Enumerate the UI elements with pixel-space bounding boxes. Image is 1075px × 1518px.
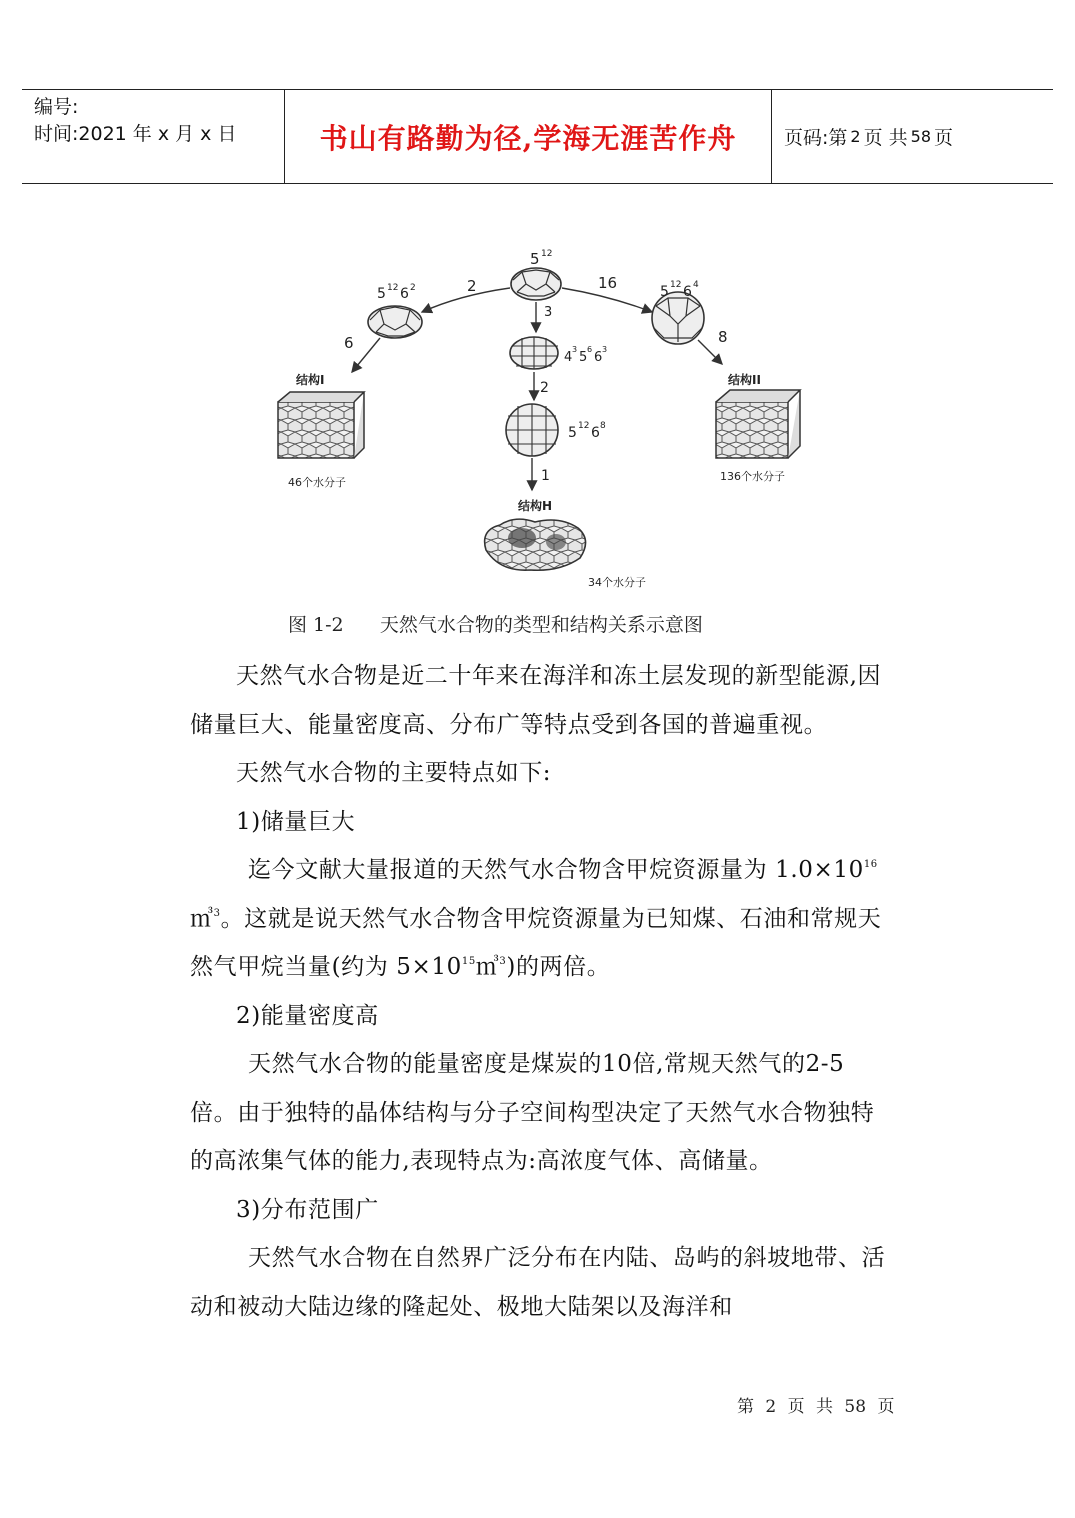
- paragraph-energy-density: 天然气水合物的能量密度是煤炭的10倍,常规天然气的2-5倍。由于独特的晶体结构与分子空间构型决定了天然气水合物独特的高浓集气体的能力,表现特点为:高浓度气体、高储量。: [190, 1051, 875, 1174]
- cage-51268-icon: [506, 404, 558, 456]
- label-mol-46: 46个水分子: [288, 476, 346, 489]
- label-left-cage-mid: 6: [400, 286, 409, 302]
- num-1: 1: [541, 468, 550, 484]
- paragraph-features-lead: 天然气水合物的主要特点如下:: [236, 760, 552, 786]
- page-suffix: 页: [934, 127, 954, 149]
- label-mol-34: 34个水分子: [588, 576, 646, 589]
- cage-51262-icon: [368, 306, 422, 338]
- exp-16: 16: [863, 859, 878, 870]
- num-3: 3: [544, 305, 553, 320]
- page-prefix: 页码:第: [784, 127, 848, 149]
- paragraph-intro: 天然气水合物是近二十年来在海洋和冻土层发现的新型能源,因储量巨大、能量密度高、分布广等特点受到各国的普遍重视。: [190, 663, 882, 738]
- label-right-cage-sup1: 12: [670, 280, 682, 290]
- label-top-cage-sup: 12: [541, 249, 553, 259]
- label-low-cage: 5: [568, 425, 577, 441]
- body-text: [190, 652, 890, 1331]
- label-mid-cage-a-sup: 3: [572, 345, 578, 354]
- unit-m3-b: ㎥: [475, 954, 500, 980]
- header-meta: [34, 94, 284, 148]
- hydrate-structure-figure: [260, 240, 820, 600]
- header-motto: 书山有路勤为径,学海无涯苦作舟: [319, 121, 737, 155]
- paragraph-reserves: [190, 846, 890, 992]
- label-low-cage-sup2: 8: [600, 421, 606, 431]
- page-mid: 页 共: [863, 127, 908, 149]
- header-page-info: [784, 90, 953, 183]
- page-number: 2: [850, 127, 861, 146]
- label-right-cage-mid: 6: [683, 284, 692, 300]
- label-struct-1: 结构I: [296, 373, 325, 387]
- structure-1-crystal-icon: [278, 392, 364, 458]
- exp-3-b: 3: [499, 956, 507, 967]
- label-mid-cage-c: 6: [594, 350, 603, 365]
- num-8: 8: [718, 328, 728, 346]
- document-header: [22, 89, 1053, 184]
- label-mid-cage-a: 4: [564, 350, 573, 365]
- arrow-left-to-struct1: [352, 338, 380, 372]
- label-mid-cage-b-sup: 6: [587, 345, 593, 354]
- figure-svg: [260, 240, 820, 600]
- label-mol-136: 136个水分子: [720, 470, 785, 483]
- structure-h-crystal-icon: [485, 519, 586, 570]
- heading-distribution: 3)分布范围广: [236, 1196, 379, 1223]
- num-2-left: 2: [467, 277, 477, 295]
- heading-energy-density: 2)能量密度高: [236, 1002, 379, 1029]
- num-2-mid: 2: [540, 380, 549, 396]
- heading-reserves: 1)储量巨大: [236, 808, 356, 835]
- num-16: 16: [598, 274, 618, 292]
- label-struct-h: 结构H: [518, 499, 553, 513]
- reserves-text-c: 。这就是说天然气水合物含甲烷资源量为已知煤、石油和常规天然气甲烷当量(约为 5×10: [190, 905, 882, 980]
- reserves-text-e: )的两倍。: [506, 954, 611, 980]
- label-left-cage: 5: [377, 286, 386, 302]
- label-mid-cage-b: 5: [579, 350, 588, 365]
- arrow-top-to-left: [422, 288, 510, 312]
- unit-m3-a: ㎥: [190, 905, 214, 932]
- label-low-cage-mid: 6: [591, 425, 600, 441]
- structure-2-crystal-icon: [716, 390, 800, 458]
- label-low-cage-sup1: 12: [578, 421, 590, 431]
- page-total: 58: [910, 127, 931, 146]
- number-label: 编号:: [34, 96, 79, 118]
- reserves-text-a: 迄今文献大量报道的天然气水合物含甲烷资源量为 1.0×10: [248, 857, 864, 883]
- exp-15: 15: [461, 956, 476, 967]
- label-struct-2: 结构II: [728, 373, 761, 387]
- paragraph-distribution: 天然气水合物在自然界广泛分布在内陆、岛屿的斜坡地带、活动和被动大陆边缘的隆起处、极地大陆架以及海洋和: [190, 1245, 886, 1320]
- cage-512-icon: [511, 268, 561, 300]
- num-6: 6: [344, 334, 354, 352]
- label-right-cage: 5: [660, 284, 669, 300]
- page-footer: 第 2 页 共 58 页: [737, 1397, 895, 1417]
- cage-435663-icon: [510, 337, 558, 369]
- label-left-cage-sup2: 2: [410, 283, 416, 293]
- label-right-cage-sup2: 4: [693, 280, 699, 290]
- header-divider: [771, 90, 772, 183]
- label-top-cage: 5: [530, 250, 540, 268]
- label-left-cage-sup1: 12: [387, 283, 399, 293]
- figure-caption: 图 1-2 天然气水合物的类型和结构关系示意图: [288, 614, 703, 636]
- exp-3-a: 3: [213, 907, 221, 919]
- time-label: 时间:2021 年 x 月 x 日: [34, 123, 237, 145]
- label-mid-cage-c-sup: 3: [602, 345, 608, 354]
